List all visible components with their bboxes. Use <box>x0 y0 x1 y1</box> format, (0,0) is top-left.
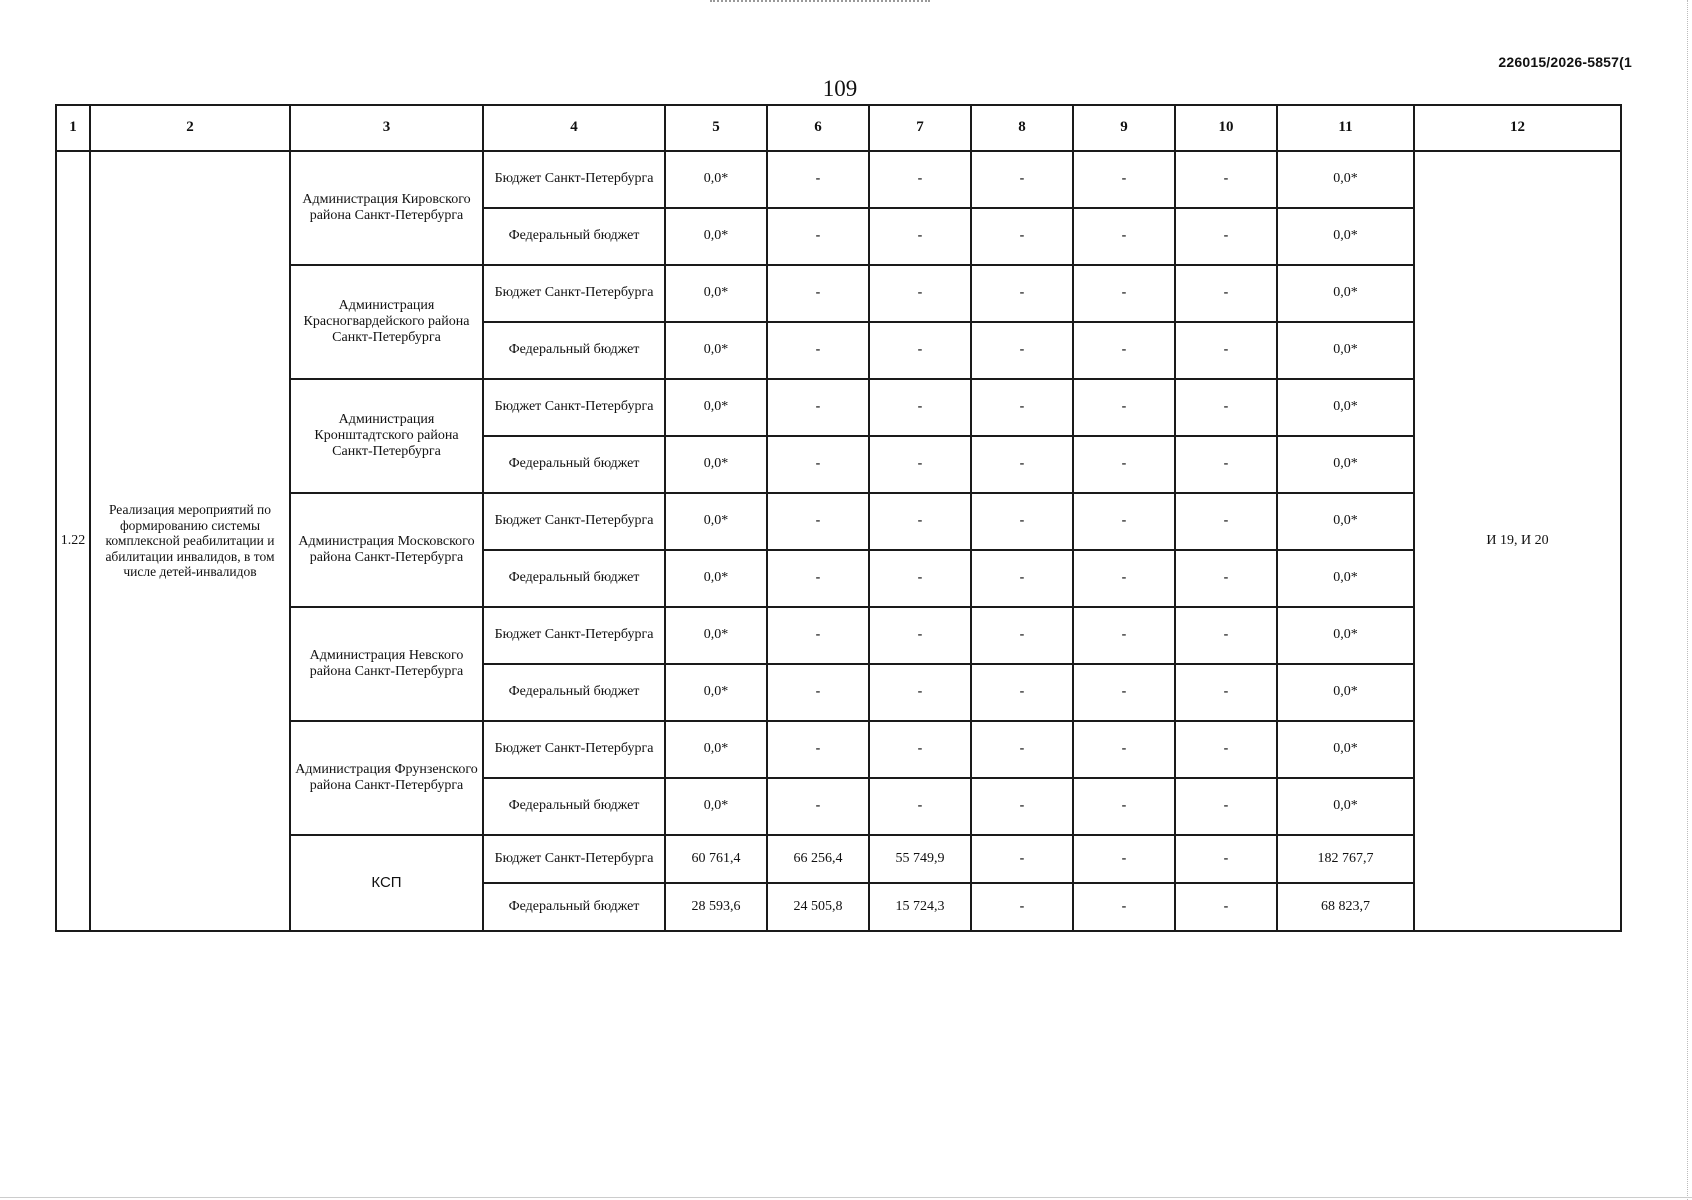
value-cell: - <box>971 550 1073 607</box>
source-cell: Бюджет Санкт-Петербурга <box>483 151 665 208</box>
document-id: 226015/2026-5857(1 <box>1498 54 1632 70</box>
value-cell: 0,0* <box>665 493 767 550</box>
value-cell: - <box>1175 436 1277 493</box>
value-cell: - <box>1175 721 1277 778</box>
total-cell: 0,0* <box>1277 436 1414 493</box>
value-cell: - <box>869 151 971 208</box>
value-cell: - <box>971 721 1073 778</box>
executor-cell: КСП <box>290 835 483 931</box>
value-cell: - <box>869 436 971 493</box>
value-cell: - <box>971 493 1073 550</box>
value-cell: - <box>1073 835 1175 883</box>
value-cell: - <box>1175 493 1277 550</box>
source-cell: Бюджет Санкт-Петербурга <box>483 721 665 778</box>
value-cell: - <box>971 151 1073 208</box>
value-cell: 66 256,4 <box>767 835 869 883</box>
source-cell: Бюджет Санкт-Петербурга <box>483 379 665 436</box>
budget-table <box>55 104 1622 932</box>
value-cell: 0,0* <box>665 265 767 322</box>
col-header-4: 4 <box>483 105 665 151</box>
row-number-cell: 1.22 <box>56 151 90 931</box>
source-cell: Бюджет Санкт-Петербурга <box>483 607 665 664</box>
value-cell: - <box>1175 664 1277 721</box>
total-cell: 0,0* <box>1277 379 1414 436</box>
value-cell: - <box>1073 436 1175 493</box>
total-cell: 0,0* <box>1277 151 1414 208</box>
source-cell: Федеральный бюджет <box>483 436 665 493</box>
value-cell: - <box>1175 778 1277 835</box>
executor-cell: Администрация Кронштадтского района Санкт-Петербурга <box>290 379 483 493</box>
value-cell: - <box>767 379 869 436</box>
value-cell: - <box>869 379 971 436</box>
col-header-5: 5 <box>665 105 767 151</box>
value-cell: - <box>869 664 971 721</box>
total-cell: 0,0* <box>1277 208 1414 265</box>
value-cell: - <box>971 835 1073 883</box>
value-cell: - <box>971 379 1073 436</box>
value-cell: - <box>1175 883 1277 931</box>
total-cell: 0,0* <box>1277 550 1414 607</box>
total-cell: 68 823,7 <box>1277 883 1414 931</box>
value-cell: - <box>1175 208 1277 265</box>
value-cell: - <box>1073 493 1175 550</box>
value-cell: - <box>869 607 971 664</box>
value-cell: - <box>1073 550 1175 607</box>
value-cell: 0,0* <box>665 436 767 493</box>
total-cell: 0,0* <box>1277 265 1414 322</box>
executor-cell: Администрация Красногвардейского района Санкт-Петербурга <box>290 265 483 379</box>
value-cell: - <box>1175 151 1277 208</box>
value-cell: - <box>767 664 869 721</box>
table-row <box>56 835 1621 883</box>
value-cell: 0,0* <box>665 151 767 208</box>
value-cell: - <box>971 664 1073 721</box>
source-cell: Федеральный бюджет <box>483 778 665 835</box>
col-header-3: 3 <box>290 105 483 151</box>
col-header-7: 7 <box>869 105 971 151</box>
value-cell: - <box>971 778 1073 835</box>
value-cell: 0,0* <box>665 550 767 607</box>
value-cell: - <box>1073 883 1175 931</box>
table-row <box>56 493 1621 550</box>
value-cell: - <box>971 208 1073 265</box>
measure-cell: Реализация мероприятий по формированию системы комплексной реабилитации и абилитации инвалидов, в том числе детей-инвалидов <box>90 151 290 931</box>
value-cell: 0,0* <box>665 208 767 265</box>
page-number: 109 <box>822 76 858 101</box>
value-cell: - <box>1175 379 1277 436</box>
col-header-2: 2 <box>90 105 290 151</box>
value-cell: - <box>1175 322 1277 379</box>
value-cell: - <box>1073 322 1175 379</box>
indicators-cell: И 19, И 20 <box>1414 151 1621 931</box>
total-cell: 0,0* <box>1277 322 1414 379</box>
total-cell: 182 767,7 <box>1277 835 1414 883</box>
value-cell: - <box>971 322 1073 379</box>
source-cell: Федеральный бюджет <box>483 883 665 931</box>
value-cell: - <box>869 208 971 265</box>
value-cell: - <box>869 778 971 835</box>
value-cell: - <box>869 322 971 379</box>
value-cell: - <box>1073 265 1175 322</box>
value-cell: - <box>767 208 869 265</box>
value-cell: - <box>1073 664 1175 721</box>
value-cell: - <box>1175 265 1277 322</box>
value-cell: 55 749,9 <box>869 835 971 883</box>
value-cell: 15 724,3 <box>869 883 971 931</box>
table-row <box>56 151 1621 208</box>
value-cell: - <box>869 550 971 607</box>
value-cell: - <box>767 151 869 208</box>
value-cell: - <box>767 265 869 322</box>
source-cell: Бюджет Санкт-Петербурга <box>483 493 665 550</box>
total-cell: 0,0* <box>1277 607 1414 664</box>
value-cell: - <box>767 721 869 778</box>
col-header-11: 11 <box>1277 105 1414 151</box>
table-row <box>56 379 1621 436</box>
value-cell: - <box>971 265 1073 322</box>
col-header-9: 9 <box>1073 105 1175 151</box>
value-cell: - <box>1073 151 1175 208</box>
table-row <box>56 265 1621 322</box>
source-cell: Бюджет Санкт-Петербурга <box>483 835 665 883</box>
total-cell: 0,0* <box>1277 721 1414 778</box>
scan-bottom-edge <box>0 1195 1692 1198</box>
value-cell: - <box>767 778 869 835</box>
scan-edge-line <box>1685 0 1688 1200</box>
source-cell: Федеральный бюджет <box>483 550 665 607</box>
header-row <box>56 105 1621 151</box>
value-cell: - <box>971 883 1073 931</box>
total-cell: 0,0* <box>1277 664 1414 721</box>
value-cell: - <box>767 436 869 493</box>
value-cell: - <box>767 322 869 379</box>
col-header-6: 6 <box>767 105 869 151</box>
total-cell: 0,0* <box>1277 778 1414 835</box>
source-cell: Бюджет Санкт-Петербурга <box>483 265 665 322</box>
value-cell: - <box>1175 607 1277 664</box>
value-cell: 60 761,4 <box>665 835 767 883</box>
value-cell: - <box>1073 721 1175 778</box>
value-cell: - <box>767 607 869 664</box>
value-cell: - <box>1175 550 1277 607</box>
value-cell: - <box>869 721 971 778</box>
value-cell: - <box>1073 607 1175 664</box>
source-cell: Федеральный бюджет <box>483 664 665 721</box>
value-cell: - <box>971 436 1073 493</box>
value-cell: 0,0* <box>665 607 767 664</box>
value-cell: 0,0* <box>665 778 767 835</box>
value-cell: 28 593,6 <box>665 883 767 931</box>
value-cell: - <box>869 265 971 322</box>
executor-cell: Администрация Фрунзенского района Санкт-Петербурга <box>290 721 483 835</box>
col-header-12: 12 <box>1414 105 1621 151</box>
col-header-10: 10 <box>1175 105 1277 151</box>
value-cell: 0,0* <box>665 664 767 721</box>
value-cell: - <box>767 493 869 550</box>
table-row <box>56 721 1621 778</box>
source-cell: Федеральный бюджет <box>483 208 665 265</box>
col-header-1: 1 <box>56 105 90 151</box>
executor-cell: Администрация Кировского района Санкт-Петербурга <box>290 151 483 265</box>
value-cell: - <box>767 550 869 607</box>
executor-cell: Администрация Невского района Санкт-Петербурга <box>290 607 483 721</box>
value-cell: - <box>1073 208 1175 265</box>
executor-cell: Администрация Московского района Санкт-Петербурга <box>290 493 483 607</box>
total-cell: 0,0* <box>1277 493 1414 550</box>
value-cell: 0,0* <box>665 379 767 436</box>
value-cell: - <box>1073 778 1175 835</box>
col-header-8: 8 <box>971 105 1073 151</box>
value-cell: 24 505,8 <box>767 883 869 931</box>
value-cell: 0,0* <box>665 721 767 778</box>
scan-artifact-marks <box>710 0 930 6</box>
table-row <box>56 607 1621 664</box>
value-cell: - <box>869 493 971 550</box>
value-cell: - <box>1175 835 1277 883</box>
value-cell: - <box>971 607 1073 664</box>
value-cell: 0,0* <box>665 322 767 379</box>
value-cell: - <box>1073 379 1175 436</box>
source-cell: Федеральный бюджет <box>483 322 665 379</box>
